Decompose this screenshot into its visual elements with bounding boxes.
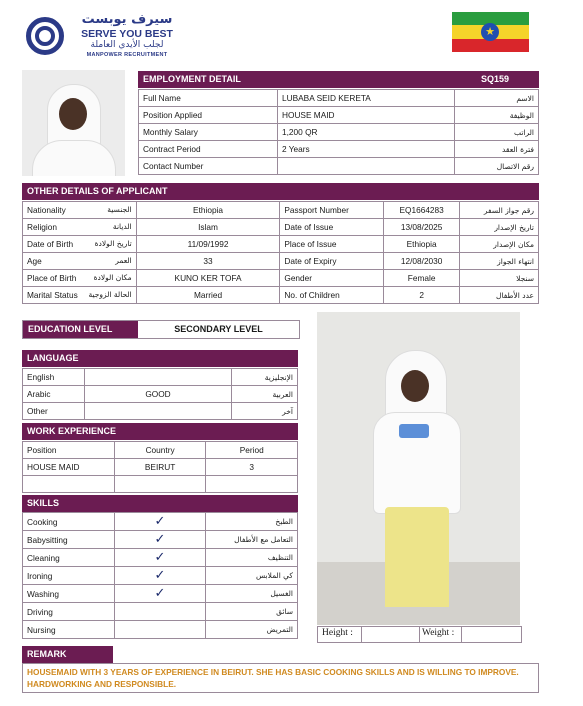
applicant-detail-row (23, 287, 539, 304)
field-label: Contact Number (139, 158, 278, 175)
logo-arabic-subtitle: لجلب الأيدي العاملة (90, 40, 164, 50)
skill-check (114, 621, 205, 639)
field-label-arabic: انتهاء الجواز (460, 253, 539, 270)
skill-name-arabic: التنظيف (206, 549, 298, 567)
language-table (22, 368, 298, 420)
applicant-code: SQ159 (480, 74, 509, 84)
field-label: Contract Period (139, 141, 278, 158)
field-label: Passport Number (280, 202, 384, 219)
skill-name-arabic: التعامل مع الأطفال (206, 531, 298, 549)
work-experience-table (22, 441, 298, 493)
skill-row (23, 621, 298, 639)
height-field[interactable] (361, 627, 420, 642)
skill-name: Nursing (23, 621, 115, 639)
remark-title: REMARK (27, 649, 67, 659)
language-level: GOOD (84, 386, 231, 403)
other-details-header (22, 183, 539, 200)
education-value: SECONDARY LEVEL (174, 324, 263, 334)
employment-row (139, 90, 539, 107)
language-row (23, 403, 298, 420)
skill-name-arabic: الطبخ (206, 513, 298, 531)
field-label-arabic: تاريخ الإصدار (460, 219, 539, 236)
skill-check (114, 513, 205, 531)
employment-row (139, 158, 539, 175)
field-value: 12/08/2030 (384, 253, 460, 270)
skill-name: Ironing (23, 567, 115, 585)
skill-check (114, 603, 205, 621)
language-name-arabic: الإنجليزية (232, 369, 298, 386)
skills-header (22, 495, 298, 512)
field-label: Religion (27, 222, 57, 232)
language-name-arabic: آخر (232, 403, 298, 420)
employment-detail-title: EMPLOYMENT DETAIL (143, 74, 241, 84)
field-label-pair (23, 253, 137, 270)
full-body-photo (317, 312, 520, 625)
field-value: 33 (136, 253, 280, 270)
work-row (23, 476, 298, 493)
remark-header (22, 646, 113, 663)
skill-row (23, 603, 298, 621)
employment-row (139, 107, 539, 124)
work-experience-title: WORK EXPERIENCE (27, 426, 117, 436)
field-label: No. of Children (280, 287, 384, 304)
work-cell: 3 (206, 459, 298, 476)
applicant-detail-row (23, 270, 539, 287)
skill-name: Cooking (23, 513, 115, 531)
field-label-arabic: تاريخ الولادة (94, 239, 132, 248)
language-row (23, 369, 298, 386)
field-value: HOUSE MAID (278, 107, 455, 124)
field-value: EQ1664283 (384, 202, 460, 219)
field-value: LUBABA SEID KERETA (278, 90, 455, 107)
company-logo (22, 14, 182, 58)
field-value (278, 158, 455, 175)
field-label-arabic: سنجلا (460, 270, 539, 287)
skill-row (23, 549, 298, 567)
height-label: Height : (322, 628, 353, 638)
other-details-title: OTHER DETAILS OF APPLICANT (27, 186, 168, 196)
weight-label: Weight : (422, 628, 455, 638)
work-cell: HOUSE MAID (23, 459, 115, 476)
field-value: Female (384, 270, 460, 287)
field-value: 2 Years (278, 141, 455, 158)
field-label-arabic: رقم جواز السفر (460, 202, 539, 219)
field-label: Gender (280, 270, 384, 287)
field-label-arabic: عدد الأطفال (460, 287, 539, 304)
checkmark-icon: ✓ (154, 568, 166, 583)
field-label-pair (23, 287, 137, 304)
skill-row (23, 585, 298, 603)
skill-row (23, 513, 298, 531)
work-cell: BEIRUT (114, 459, 206, 476)
field-label-arabic: الراتب (455, 124, 539, 141)
field-label: Date of Birth (27, 239, 74, 249)
checkmark-icon: ✓ (154, 532, 166, 547)
employment-table (138, 89, 539, 175)
remark-text: HOUSEMAID WITH 3 YEARS OF EXPERIENCE IN BEIRUT. SHE HAS BASIC COOKING SKILLS AND IS WILLING TO IMPROVE. HARDWORKING AND RESPONSIBLE. (27, 667, 519, 689)
field-label: Monthly Salary (139, 124, 278, 141)
language-name-arabic: العربية (232, 386, 298, 403)
field-label-arabic: رقم الاتصال (455, 158, 539, 175)
field-label-arabic: الوظيفة (455, 107, 539, 124)
skill-name-arabic: سائق (206, 603, 298, 621)
work-row (23, 459, 298, 476)
field-label-arabic: الديانة (112, 222, 132, 231)
measurements-row (317, 626, 522, 643)
weight-field[interactable] (461, 627, 522, 642)
skill-row (23, 567, 298, 585)
field-value: 13/08/2025 (384, 219, 460, 236)
field-value: Ethiopia (136, 202, 280, 219)
education-label: EDUCATION LEVEL (23, 321, 138, 338)
field-label-arabic: العمر (115, 256, 132, 265)
other-details-table (22, 201, 539, 304)
field-label: Full Name (139, 90, 278, 107)
skill-name-arabic: التمريض (206, 621, 298, 639)
field-label-pair (23, 270, 137, 287)
field-value: 11/09/1992 (136, 236, 280, 253)
skill-name: Driving (23, 603, 115, 621)
skill-name: Babysitting (23, 531, 115, 549)
flag-emblem-icon: ★ (481, 23, 499, 41)
column-header: Country (114, 442, 206, 459)
field-label-arabic: الجنسية (107, 205, 132, 214)
work-cell (23, 476, 115, 493)
language-name: Arabic (23, 386, 85, 403)
field-label-arabic: مكان الإصدار (460, 236, 539, 253)
employment-row (139, 124, 539, 141)
field-value: Ethiopia (384, 236, 460, 253)
field-label-arabic: الحالة الزوجية (88, 290, 132, 299)
field-label: Date of Issue (280, 219, 384, 236)
applicant-detail-row (23, 202, 539, 219)
language-title: LANGUAGE (27, 353, 79, 363)
language-name: English (23, 369, 85, 386)
field-value: KUNO KER TOFA (136, 270, 280, 287)
field-label: Marital Status (27, 290, 78, 300)
logo-emblem-icon (26, 17, 64, 55)
field-value: Islam (136, 219, 280, 236)
field-label: Age (27, 256, 42, 266)
column-header: Position (23, 442, 115, 459)
field-label-arabic: فترة العقد (455, 141, 539, 158)
skill-check (114, 567, 205, 585)
checkmark-icon: ✓ (154, 586, 166, 601)
work-cell (206, 476, 298, 493)
applicant-portrait (22, 70, 125, 176)
language-level (84, 403, 231, 420)
field-label-pair (23, 219, 137, 236)
field-label-pair (23, 202, 137, 219)
field-label-arabic: مكان الولادة (93, 273, 132, 282)
checkmark-icon: ✓ (154, 514, 166, 529)
skills-title: SKILLS (27, 498, 60, 508)
work-cell (114, 476, 206, 493)
field-label-pair (23, 236, 137, 253)
field-label-arabic: الاسم (455, 90, 539, 107)
language-name: Other (23, 403, 85, 420)
employment-row (139, 141, 539, 158)
logo-company-name: SERVE YOU BEST (81, 28, 173, 40)
remark-box (22, 663, 539, 693)
language-header (22, 350, 298, 367)
checkmark-icon: ✓ (154, 550, 166, 565)
work-header-row (23, 442, 298, 459)
field-label: Date of Expiry (280, 253, 384, 270)
skill-name-arabic: كي الملابس (206, 567, 298, 585)
field-label: Position Applied (139, 107, 278, 124)
skill-check (114, 549, 205, 567)
field-label: Place of Birth (27, 273, 77, 283)
skill-check (114, 531, 205, 549)
logo-arabic-text: سيرف يوبست (81, 12, 173, 27)
language-row (23, 386, 298, 403)
applicant-detail-row (23, 253, 539, 270)
language-level (84, 369, 231, 386)
field-label: Place of Issue (280, 236, 384, 253)
education-level (22, 320, 300, 339)
field-value: 2 (384, 287, 460, 304)
skill-name: Washing (23, 585, 115, 603)
logo-subtitle: MANPOWER RECRUITMENT (86, 52, 168, 58)
skill-name: Cleaning (23, 549, 115, 567)
applicant-detail-row (23, 236, 539, 253)
employment-detail-header (138, 71, 539, 88)
field-value: 1,200 QR (278, 124, 455, 141)
skill-check (114, 585, 205, 603)
work-experience-header (22, 423, 298, 440)
column-header: Period (206, 442, 298, 459)
skill-row (23, 531, 298, 549)
field-label: Nationality (27, 205, 66, 215)
ethiopia-flag (452, 12, 529, 52)
applicant-detail-row (23, 219, 539, 236)
skill-name-arabic: الغسيل (206, 585, 298, 603)
field-value: Married (136, 287, 280, 304)
skills-table (22, 512, 298, 639)
